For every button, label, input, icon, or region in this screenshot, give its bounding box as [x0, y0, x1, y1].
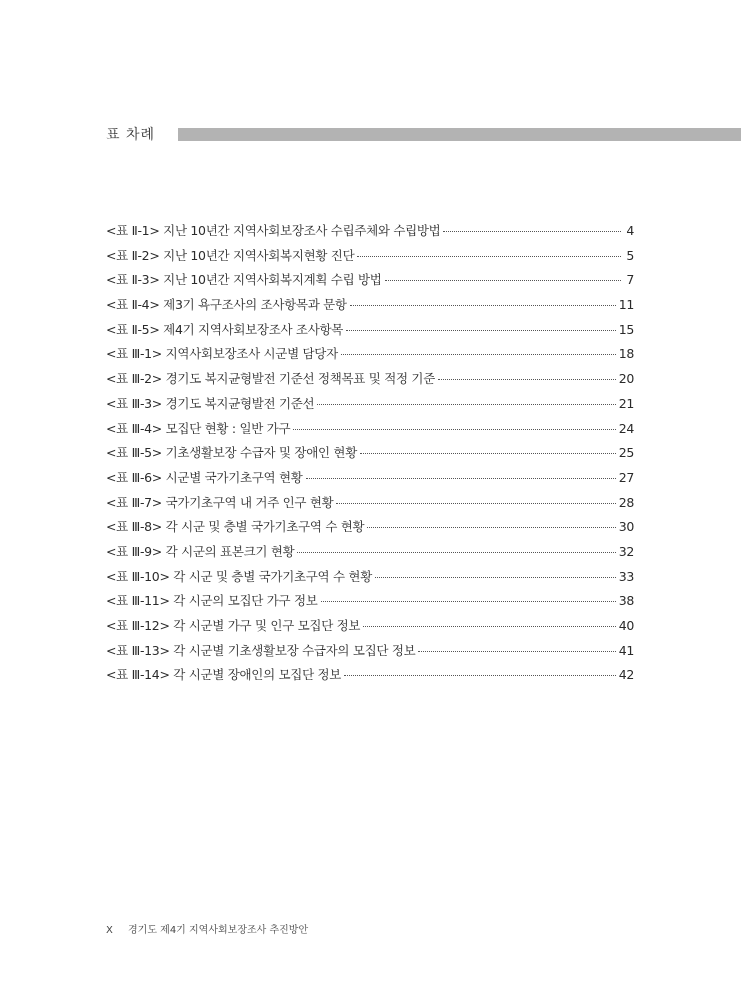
footer-document-title: 경기도 제4기 지역사회보장조사 추진방안 — [128, 925, 309, 936]
toc-dot-leader — [443, 231, 621, 232]
toc-dot-leader — [346, 330, 616, 331]
toc-dot-leader — [317, 404, 615, 405]
toc-entry[interactable] — [106, 568, 634, 593]
toc-dot-leader — [418, 651, 615, 652]
toc-entry-label: <표 Ⅲ-6> 시군별 국가기초구역 현황 — [106, 469, 303, 485]
toc-entry-label: <표 Ⅲ-9> 각 시군의 표본크기 현황 — [106, 543, 295, 559]
toc-entry-label: <표 Ⅲ-10> 각 시군 및 층별 국가기초구역 수 현황 — [106, 568, 372, 584]
toc-dot-leader — [297, 552, 615, 553]
page-footer — [106, 924, 308, 938]
toc-dot-leader — [306, 478, 616, 479]
table-of-contents-list — [106, 222, 634, 691]
toc-entry-page-number: 30 — [618, 519, 634, 535]
toc-entry-label: <표 Ⅱ-2> 지난 10년간 지역사회복지현황 진단 — [106, 247, 355, 263]
toc-entry[interactable] — [106, 592, 634, 617]
toc-entry-label: <표 Ⅲ-7> 국가기초구역 내 거주 인구 현황 — [106, 494, 334, 510]
toc-entry-page-number: 4 — [626, 223, 634, 238]
toc-entry-page-number: 41 — [618, 642, 634, 658]
toc-entry-page-number: 21 — [618, 395, 634, 411]
toc-entry-label: <표 Ⅲ-8> 각 시군 및 층별 국가기초구역 수 현황 — [106, 519, 365, 535]
toc-entry-label: <표 Ⅱ-1> 지난 10년간 지역사회보장조사 수립주체와 수립방법 — [106, 223, 441, 238]
toc-entry[interactable] — [106, 395, 634, 420]
toc-entry-page-number: 28 — [618, 494, 634, 510]
toc-dot-leader — [375, 577, 616, 578]
toc-entry-label: <표 Ⅲ-4> 모집단 현황 : 일반 가구 — [106, 420, 291, 436]
toc-entry[interactable] — [106, 666, 634, 691]
toc-entry-page-number: 20 — [618, 371, 634, 387]
toc-entry[interactable] — [106, 271, 634, 296]
toc-entry[interactable] — [106, 345, 634, 370]
toc-entry-page-number: 5 — [626, 247, 634, 263]
toc-entry-label: <표 Ⅲ-13> 각 시군별 기초생활보장 수급자의 모집단 정보 — [106, 642, 416, 658]
toc-entry[interactable] — [106, 370, 634, 395]
toc-entry[interactable] — [106, 444, 634, 469]
toc-entry-label: <표 Ⅲ-5> 기초생활보장 수급자 및 장애인 현황 — [106, 445, 357, 461]
toc-dot-leader — [293, 429, 615, 430]
toc-entry-page-number: 40 — [618, 618, 634, 633]
header-divider-bar — [178, 128, 741, 141]
toc-dot-leader — [360, 453, 616, 454]
toc-entry-label: <표 Ⅲ-2> 경기도 복지균형발전 기준선 정책목표 및 적정 기준 — [106, 371, 435, 387]
toc-entry-page-number: 18 — [618, 346, 634, 362]
toc-entry[interactable] — [106, 296, 634, 321]
toc-entry-label: <표 Ⅲ-11> 각 시군의 모집단 가구 정보 — [106, 593, 318, 609]
toc-dot-leader — [336, 503, 615, 504]
section-title: 표 차례 — [106, 127, 156, 143]
toc-entry[interactable] — [106, 617, 634, 642]
toc-dot-leader — [344, 675, 616, 676]
toc-entry-label: <표 Ⅲ-12> 각 시군별 가구 및 인구 모집단 정보 — [106, 618, 361, 633]
toc-entry-page-number: 11 — [618, 297, 634, 313]
toc-dot-leader — [350, 305, 616, 306]
toc-entry-label: <표 Ⅲ-3> 경기도 복지균형발전 기준선 — [106, 395, 315, 411]
toc-entry[interactable] — [106, 642, 634, 667]
toc-entry-label: <표 Ⅱ-5> 제4기 지역사회보장조사 조사항목 — [106, 321, 344, 337]
toc-entry-page-number: 25 — [618, 445, 634, 461]
toc-entry-page-number: 38 — [618, 593, 634, 609]
toc-dot-leader — [385, 280, 621, 281]
toc-entry-page-number: 42 — [618, 667, 634, 683]
toc-entry[interactable] — [106, 222, 634, 247]
toc-entry[interactable] — [106, 518, 634, 543]
toc-dot-leader — [341, 354, 616, 355]
toc-entry[interactable] — [106, 247, 634, 272]
toc-entry[interactable] — [106, 494, 634, 519]
toc-dot-leader — [367, 527, 615, 528]
toc-entry-label: <표 Ⅱ-4> 제3기 욕구조사의 조사항목과 문항 — [106, 297, 347, 313]
toc-entry-page-number: 24 — [618, 420, 634, 436]
section-header — [106, 126, 741, 144]
toc-entry[interactable] — [106, 420, 634, 445]
toc-entry-label: <표 Ⅲ-1> 지역사회보장조사 시군별 담당자 — [106, 346, 338, 362]
toc-entry-page-number: 27 — [618, 469, 634, 485]
footer-page-number: X — [106, 925, 113, 936]
toc-entry-label: <표 Ⅲ-14> 각 시군별 장애인의 모집단 정보 — [106, 667, 342, 683]
toc-dot-leader — [321, 601, 616, 602]
toc-entry-page-number: 32 — [618, 543, 634, 559]
toc-entry-page-number: 7 — [626, 272, 634, 288]
toc-entry[interactable] — [106, 469, 634, 494]
toc-dot-leader — [357, 256, 621, 257]
toc-dot-leader — [438, 379, 616, 380]
toc-dot-leader — [363, 626, 615, 627]
toc-entry[interactable] — [106, 321, 634, 346]
toc-entry-label: <표 Ⅱ-3> 지난 10년간 지역사회복지계획 수립 방법 — [106, 272, 382, 288]
toc-entry-page-number: 15 — [618, 321, 634, 337]
toc-entry-page-number: 33 — [618, 568, 634, 584]
toc-entry[interactable] — [106, 543, 634, 568]
